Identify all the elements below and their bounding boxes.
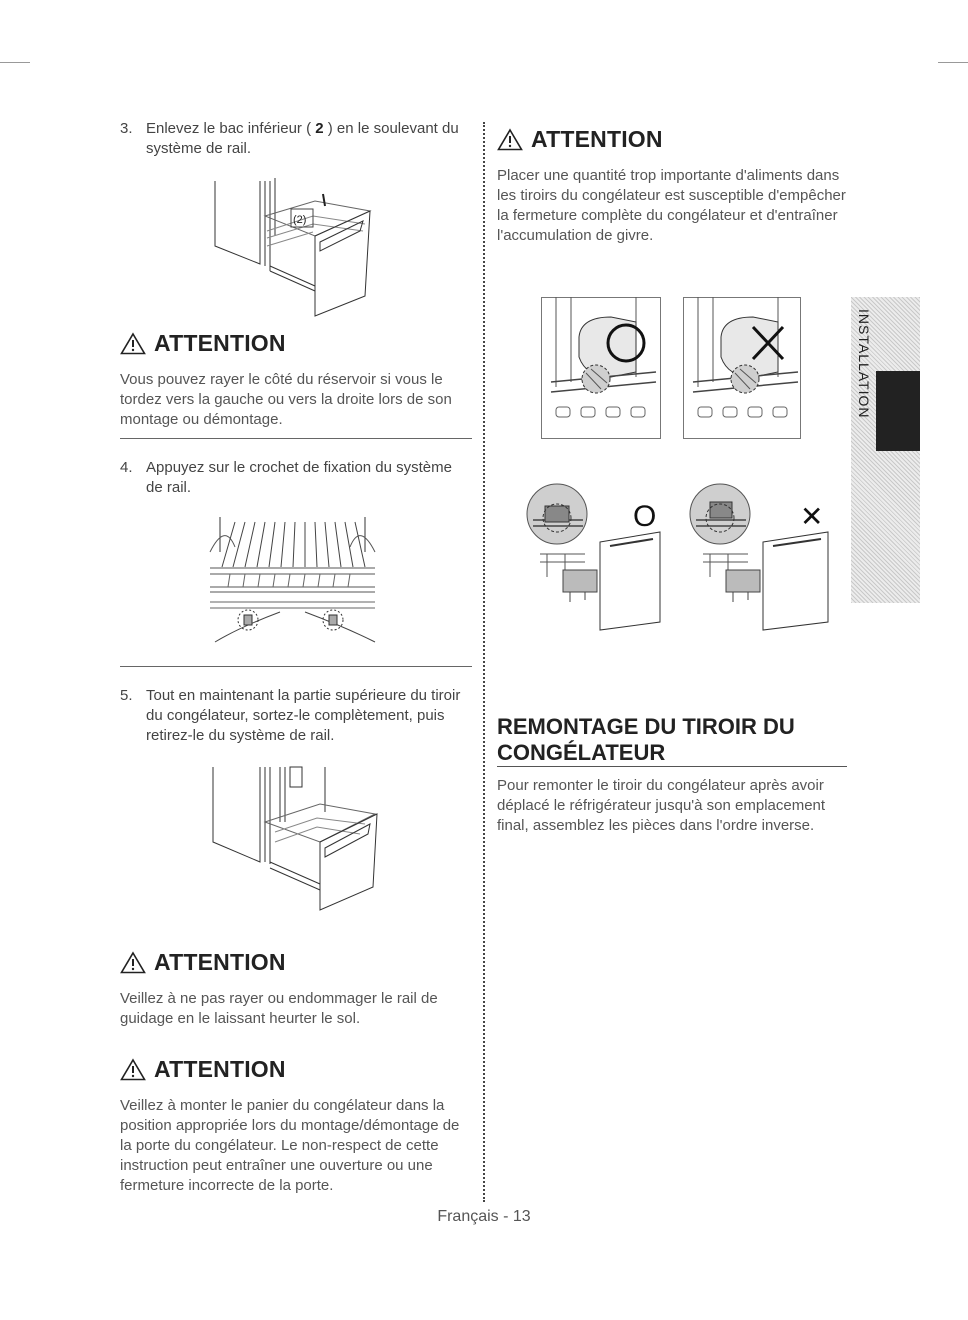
attention-heading-2 — [120, 949, 286, 976]
section-body: Pour remonter le tiroir du congélateur après avoir déplacé le réfrigérateur jusqu'à son emplacement final, assemblez les pièces dans l'ordre inverse. — [497, 777, 826, 834]
attention-title: ATTENTION — [154, 949, 286, 975]
column-divider — [483, 122, 485, 1202]
side-tab-installation — [851, 297, 920, 603]
page-number: Français - 13 — [437, 1208, 531, 1225]
attention-heading-3 — [120, 1056, 286, 1083]
ok-mark: O — [633, 500, 657, 533]
side-tab-marker — [876, 371, 920, 451]
warning-icon — [120, 332, 146, 355]
attention-body-2: Veillez à ne pas rayer ou endommager le rail de guidage en le laissant heurter le sol. — [120, 990, 438, 1027]
attention-title: ATTENTION — [531, 126, 663, 152]
attention-body-4: Placer une quantité trop importante d'aliments dans les tiroirs du congélateur est susceptible d'empêcher la fermeture complète du congélateur et d'entraîner l'accumulation de givre. — [497, 167, 846, 244]
crop-mark-left — [0, 62, 30, 63]
step3-drawer-illustration — [205, 176, 380, 321]
section-divider — [120, 666, 472, 667]
step-number: 4. — [120, 459, 133, 476]
step-3 — [120, 119, 465, 159]
step-5 — [120, 686, 465, 746]
correct-position-illustration — [541, 297, 661, 439]
incorrect-position-illustration — [683, 297, 801, 439]
callout-label: (2) — [293, 214, 307, 226]
section-heading: REMONTAGE DU TIROIR DU CONGÉLATEUR — [497, 714, 795, 765]
attention-body-3: Veillez à monter le panier du congélateur dans la position appropriée lors du montage/démontage de la porte du congélateur. Le non-respect de cette instruction peut entraîner une ouverture ou une fermeture incorrecte de la porte. — [120, 1097, 460, 1194]
attention-title: ATTENTION — [154, 330, 286, 356]
warning-icon — [120, 1058, 146, 1081]
crop-mark-right — [938, 62, 968, 63]
attention-heading-1 — [120, 330, 286, 357]
no-mark: ✕ — [800, 501, 824, 532]
step-text: Enlevez le bac inférieur ( 2 ) en le soulevant du système de rail. — [146, 120, 459, 157]
attention-title: ATTENTION — [154, 1056, 286, 1082]
step5-drawer-removal-illustration — [205, 762, 385, 912]
section-divider — [120, 438, 472, 439]
step-4 — [120, 458, 465, 498]
warning-icon — [120, 951, 146, 974]
step-number: 3. — [120, 120, 133, 137]
step-text: Tout en maintenant la partie supérieure du tiroir du congélateur, sortez-le complètement, puis retirez-le du système de rail. — [146, 687, 461, 744]
side-tab-label: INSTALLATION — [856, 309, 872, 419]
step-text: Appuyez sur le crochet de fixation du système de rail. — [146, 459, 452, 496]
attention-heading-4 — [497, 126, 663, 153]
warning-icon — [497, 128, 523, 151]
step-number: 5. — [120, 687, 133, 704]
step4-rail-hook-illustration — [200, 512, 385, 654]
section-heading-rule — [497, 766, 847, 767]
attention-body-1: Vous pouvez rayer le côté du réservoir si vous le tordez vers la gauche ou vers la droite lors de son montage ou démontage. — [120, 371, 452, 428]
